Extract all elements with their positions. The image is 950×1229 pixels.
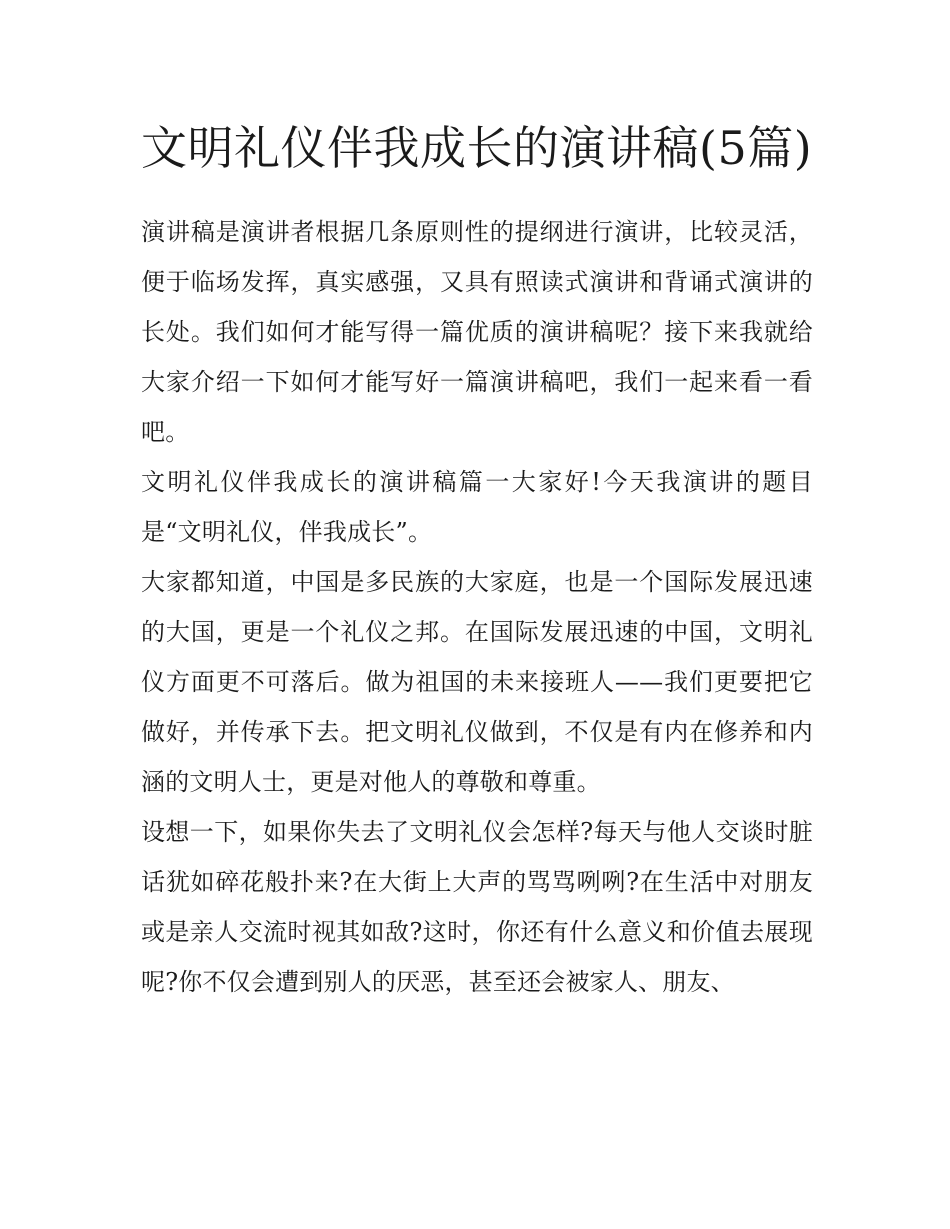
document-body	[141, 116, 813, 1007]
paragraph-speech-opening: 文明礼仪伴我成长的演讲稿篇一大家好!今天我演讲的题目是“文明礼仪，伴我成长”。	[141, 468, 813, 546]
paragraph-intro: 演讲稿是演讲者根据几条原则性的提纲进行演讲，比较灵活，便于临场发挥，真实感强，又具有照读式演讲和背诵式演讲的长处。我们如何才能写得一篇优质的演讲稿呢？接下来我就给大家介绍一下如何才能写好一篇演讲稿吧，我们一起来看一看吧。	[141, 218, 813, 446]
paragraph-imagine: 设想一下，如果你失去了文明礼仪会怎样?每天与他人交谈时脏话犹如碎花般扑来?在大街上大声的骂骂咧咧?在生活中对朋友或是亲人交流时视其如敌?这时，你还有什么意义和价值去展现呢?你不仅会遭到别人的厌恶，甚至还会被家人、朋友、	[141, 818, 813, 996]
document-title: 文明礼仪伴我成长的演讲稿(5篇)	[141, 121, 813, 175]
paragraph-etiquette-nation: 大家都知道，中国是多民族的大家庭，也是一个国际发展迅速的大国，更是一个礼仪之邦。在国际发展迅速的中国，文明礼仪方面更不可落后。做为祖国的未来接班人——我们更要把它做好，并传承下去。把文明礼仪做到，不仅是有内在修养和内涵的文明人士，更是对他人的尊敬和尊重。	[141, 568, 813, 796]
